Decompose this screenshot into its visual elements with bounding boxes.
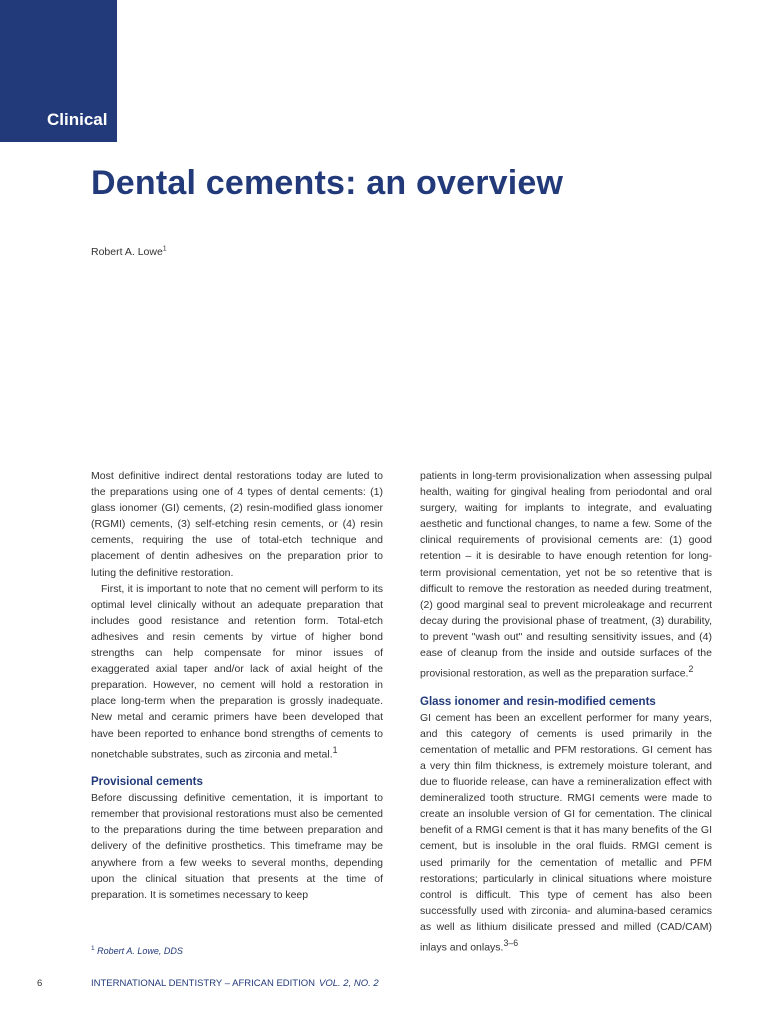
- paragraph-glass-ionomer: [420, 710, 712, 956]
- page-number: 6: [37, 978, 43, 989]
- paragraph-provisional-requirements: [420, 468, 712, 682]
- paragraph-glass-ionomer-text: GI cement has been an excellent performer for many years, and this category of cements is used primarily in the cementation of metallic and PFM restorations. GI cement has a very thin film thickness, is extremely moisture tolerant, and due to fluoride release, can have a remineralization effect with demineralized tooth structure. RMGI cements were made to create an insoluble version of GI for cementation. The clinical benefit of a RMGI cement is that it has many benefits of the GI cement, but is insoluble in the oral fluids. RMGI cement is used primarily for the cementation of metallic and PFM restorations; particularly in clinical situations where moisture control is difficult. This type of cement has also been successfully used with zirconia- and alumina-based ceramics as well as lithium disilicate pressed and milled (CAD/CAM) inlays and onlays.: [420, 711, 712, 954]
- footnote: [91, 945, 183, 956]
- section-label: Clinical: [47, 110, 108, 129]
- author-footnote-mark: 1: [162, 245, 167, 253]
- paragraph-provisional: Before discussing definitive cementation, it is important to remember that provisional restorations must also be cemented to the preparations during the time between preparation and delivery of the definitive prosthetics. This timeframe may be anywhere from a few weeks to several months, depending upon the clinical situation that presents at the time of preparation. It is sometimes necessary to keep: [91, 792, 383, 901]
- footnote-mark: 1: [91, 945, 95, 952]
- paragraph-provisional-requirements-text: patients in long-term provisionalization when assessing pulpal health, waiting for gingival healing from periodontal and oral surgery, waiting for implants to integrate, and evaluating aesthetic and functional changes, to name a few. Some of the clinical requirements of provisional cements are: (1) good retention – it is desirable to have enough retention for long-term provisional cementation, yet not be so retentive that is difficult to remove the restoration as needed during treatment, (2) good marginal seal to prevent microleakage and recurrent decay during the provisional phase of treatment, (3) durability, to prevent "wash out" and resulting sensitivity issues, and (4) ease of cleanup from the inside and outside surfaces of the provisional restoration, as well as the preparation surface.: [420, 470, 712, 680]
- author-name: Robert A. Lowe: [91, 246, 163, 258]
- heading-provisional-cements: Provisional cements: [91, 776, 203, 789]
- reference-mark: 1: [332, 744, 338, 755]
- reference-mark: 2: [688, 664, 694, 675]
- right-column: [420, 468, 712, 956]
- paragraph-preparation-text: First, it is important to note that no cement will perform to its optimal level clinically without an adequate preparation that includes good resistance and retention form. Total-etch adhesives and resin cements by virtue of higher bond strengths can help compensate for minor issues of exaggerated axial taper and/or lack of axial height of the preparation. However, no cement will hold a restoration in place long-term when the preparation is grossly inadequate. New metal and ceramic primers have been developed that have been reported to enhance bond strengths of cements to nonetchable substrates, such as zirconia and metal.: [91, 582, 383, 761]
- journal-name: INTERNATIONAL DENTISTRY – AFRICAN EDITION: [91, 978, 315, 989]
- article-title: Dental cements: an overview: [91, 164, 564, 202]
- reference-mark: 3–6: [503, 938, 519, 949]
- heading-glass-ionomer: Glass ionomer and resin-modified cements: [420, 695, 656, 708]
- section-tab: [0, 0, 117, 142]
- paragraph-preparation: [91, 581, 383, 763]
- journal-volume: VOL. 2, NO. 2: [319, 978, 379, 989]
- paragraph-intro: Most definitive indirect dental restorations today are luted to the preparations using one of 4 types of dental cements: (1) glass ionomer (GI) cements, (2) resin-modified glass ionomer (RGMI) cements, (3) self-etching resin cements, or (4) resin cements, requiring the use of total-etch technique and placement of dentin adhesives on the preparation prior to luting the definitive restoration.: [91, 470, 383, 579]
- author-line: [91, 246, 167, 258]
- footnote-text: Robert A. Lowe, DDS: [97, 946, 183, 956]
- journal-info: [91, 978, 379, 989]
- left-column: [91, 468, 383, 903]
